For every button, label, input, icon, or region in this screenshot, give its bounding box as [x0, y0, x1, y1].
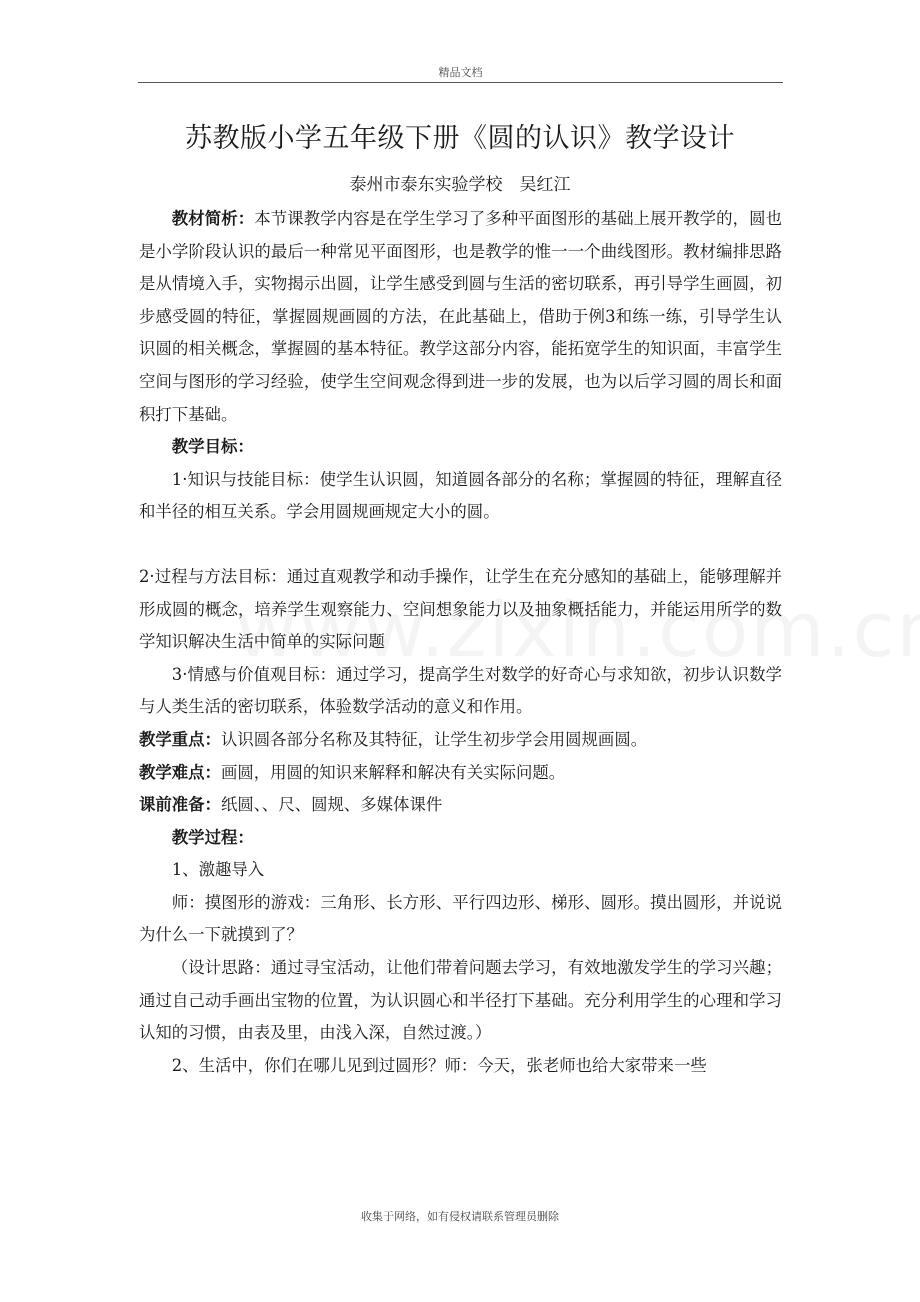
goals-label: 教学目标： [171, 437, 254, 457]
difficulty-label: 教学难点： [139, 762, 221, 782]
author-line: 泰州市泰东实验学校 吴红江 [349, 175, 571, 195]
teacher-line-1: 师：摸图形的游戏：三角形、长方形、平行四边形、梯形、圆形。摸出圆形，并说说为什么一下就摸到了？ [139, 892, 782, 945]
process-label: 教学过程： [171, 827, 254, 847]
process-heading [139, 822, 782, 855]
key-point-text: 认识圆各部分名称及其特征，让学生初步学会用圆规画圆。 [220, 729, 648, 749]
key-point-paragraph [139, 724, 782, 757]
process-step-2: 2、生活中，你们在哪儿见到过圆形？师：今天，张老师也给大家带来一些 [171, 1055, 707, 1075]
goals-heading [139, 431, 782, 464]
prep-label: 课前准备： [139, 795, 221, 815]
difficulty-paragraph [139, 757, 782, 790]
design-note: （设计思路：通过寻宝活动，让他们带着问题去学习，有效地激发学生的学习兴趣；通过自己动手画出宝物的位置，为认识圆心和半径打下基础。充分利用学生的心理和学习认知的习惯，由表及里，由浅入深，自然过渡。） [139, 958, 782, 1043]
document-body [139, 203, 782, 1082]
process-step-1: 1、激趣导入 [171, 860, 265, 880]
analysis-label: 教材简析： [171, 209, 255, 228]
goal-item-1: 1·知识与技能目标：使学生认识圆，知道圆各部分的名称；掌握圆的特征，理解直径和半径的相互关系。学会用圆规画规定大小的圆。 [139, 469, 782, 522]
page-footer: 收集于网络，如有侵权请联系管理员删除 [361, 1210, 559, 1223]
goal-item-3: 3·情感与价值观目标：通过学习，提高学生对数学的好奇心与求知欲，初步认识数学与人类生活的密切联系，体验数学活动的意义和作用。 [139, 664, 782, 717]
document-title: 苏教版小学五年级下册《圆的认识》教学设计 [185, 123, 735, 154]
page-header: 精品文档 [438, 66, 483, 79]
analysis-paragraph [139, 203, 782, 431]
header-divider [138, 82, 783, 83]
key-point-label: 教学重点： [139, 729, 221, 749]
spacer [139, 529, 782, 561]
difficulty-text: 画圆，用圆的知识来解释和解决有关实际问题。 [220, 762, 566, 782]
prep-paragraph [139, 789, 782, 822]
analysis-text: 本节课教学内容是在学生学习了多种平面图形的基础上展开教学的，圆也是小学阶段认识的最后一种常见平面图形，也是教学的惟一一个曲线图形。教材编排思路是从情境入手，实物揭示出圆，让学生感受到圆与生活的密切联系，再引导学生画圆，初步感受圆的特征，掌握圆规画圆的方法，在此基础上，借助于例3和练一练，引导学生认识圆的相关概念，掌握圆的基本特征。教学这部分内容，能拓宽学生的知识面，丰富学生空间与图形的学习经验，使学生空间观念得到进一步的发展，也为以后学习圆的周长和面积打下基础。 [139, 209, 783, 424]
goal-item-2: 2·过程与方法目标：通过直观教学和动手操作，让学生在充分感知的基础上，能够理解并形成圆的概念，培养学生观察能力、空间想象能力以及抽象概括能力，并能运用所学的数学知识解决生活中简单的实际问题 [139, 566, 782, 652]
prep-text: 纸圆、、尺、圆规、多媒体课件 [220, 795, 443, 815]
